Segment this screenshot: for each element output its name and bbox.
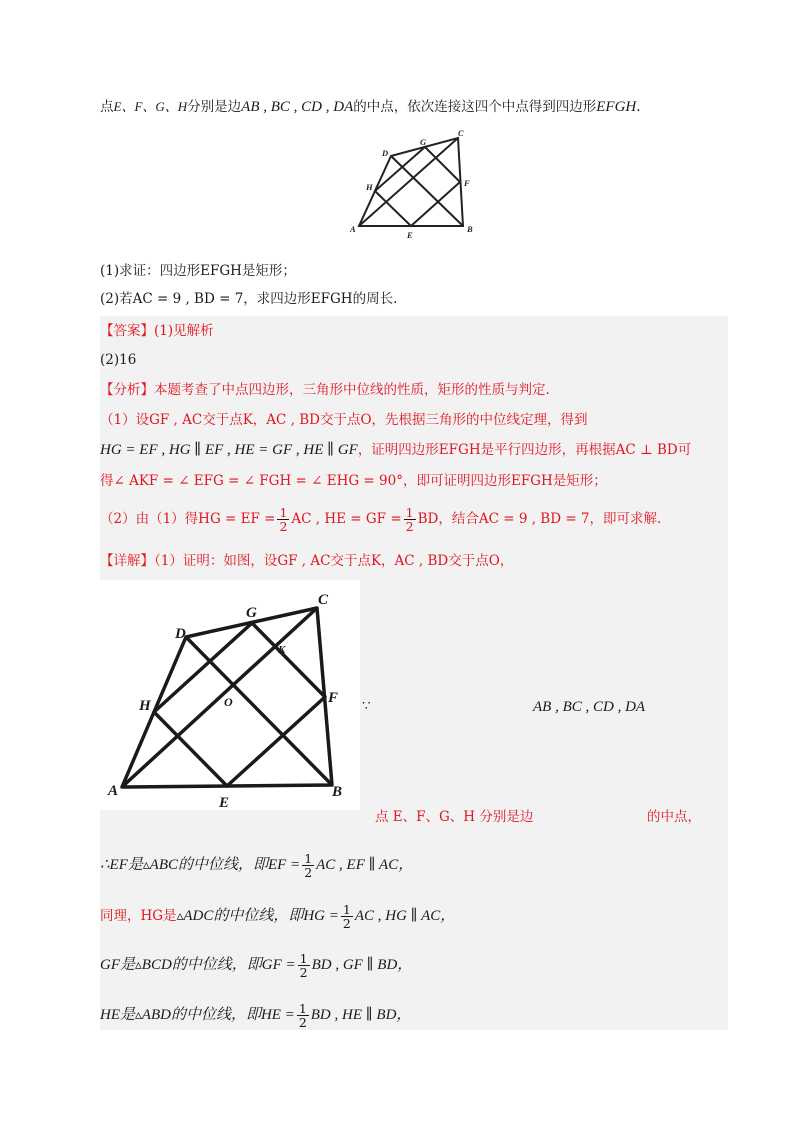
fraction-half: $\frac{1}{2}$ (304, 851, 313, 880)
step-4: HE是▵ABD的中位线，即HE = $\frac{1}{2}$ BD , HE ∥ BD， (100, 1001, 412, 1030)
analysis-line-4: （2）由（1）得HG = EF = $\frac{1}{2}$ AC , HE = GF = $\frac{1}{2}$ BD，结合AC = 9 , BD = 7，即可求解. (100, 505, 662, 534)
label-o: O (224, 695, 233, 709)
small-label-a: A (350, 224, 356, 234)
label-c: C (318, 592, 329, 608)
label-f: F (328, 690, 339, 706)
step-2: 同理，HG是▵ADC的中位线，即HG = $\frac{1}{2}$ AC , HG ∥ AC， (100, 902, 456, 931)
step-3: GF是▵BCD的中位线，即GF = $\frac{1}{2}$ BD , GF ∥ BD， (100, 951, 413, 980)
fraction-half: $\frac{1}{2}$ (342, 902, 351, 931)
question-2: (2)若AC = 9 , BD = 7，求四边形EFGH的周长. (100, 291, 398, 307)
small-label-f: F (464, 178, 470, 188)
small-label-d: D (382, 148, 389, 158)
midpoint-text-a: 点 E、F、G、H 分别是边 (375, 809, 534, 825)
label-e: E (219, 795, 230, 810)
small-label-g: G (420, 137, 427, 147)
label-b: B (332, 784, 343, 800)
fraction-half: $\frac{1}{2}$ (279, 505, 288, 534)
fraction-half: $\frac{1}{2}$ (299, 951, 308, 980)
midpoint-text-b: 的中点， (647, 809, 701, 825)
question-1: (1)求证：四边形EFGH是矩形； (100, 263, 296, 279)
quadrilateral-figure-large (100, 580, 360, 810)
small-label-c: C (458, 128, 464, 138)
small-label-e: E (407, 230, 413, 238)
quadrilateral-figure-small (345, 128, 485, 238)
sides-list: AB , BC , CD , DA (533, 699, 646, 715)
because-symbol: ∵ (362, 698, 371, 714)
label-d: D (175, 626, 186, 642)
analysis-line-2: HG = EF , HG ∥ EF , HE = GF , HE ∥ GF，证明四边形EFGH是平行四边形，再根据AC ⊥ BD可 (100, 442, 692, 458)
label-a: A (108, 783, 119, 799)
answer-line-2: (2)16 (100, 352, 137, 368)
small-label-h: H (366, 182, 373, 192)
fraction-half: $\frac{1}{2}$ (405, 505, 414, 534)
label-h: H (139, 698, 151, 714)
analysis-intro: 【分析】本题考查了中点四边形，三角形中位线的性质，矩形的性质与判定. (100, 382, 550, 398)
analysis-line-3: 得∠ AKF = ∠ EFG = ∠ FGH = ∠ EHG = 90°，即可证明四边形EFGH是矩形； (100, 473, 607, 489)
answer-line-1: 【答案】(1)见解析 (100, 323, 214, 339)
step-1: ∴EF是▵ABC的中位线，即EF = $\frac{1}{2}$ AC , EF ∥ AC， (100, 851, 414, 880)
small-label-b: B (467, 224, 473, 234)
problem-intro: 点E、F、G、H分别是边AB , BC , CD , DA的中点，依次连接这四个中点得到四边形EFGH. (100, 99, 641, 115)
label-g: G (246, 605, 257, 621)
label-k: K (278, 644, 286, 656)
detail-line-1: 【详解】（1）证明：如图，设GF , AC交于点K，AC , BD交于点O， (100, 553, 514, 569)
analysis-line-1: （1）设GF , AC交于点K，AC , BD交于点O，先根据三角形的中位线定理，得到 (100, 412, 588, 428)
fraction-half: $\frac{1}{2}$ (298, 1001, 307, 1030)
